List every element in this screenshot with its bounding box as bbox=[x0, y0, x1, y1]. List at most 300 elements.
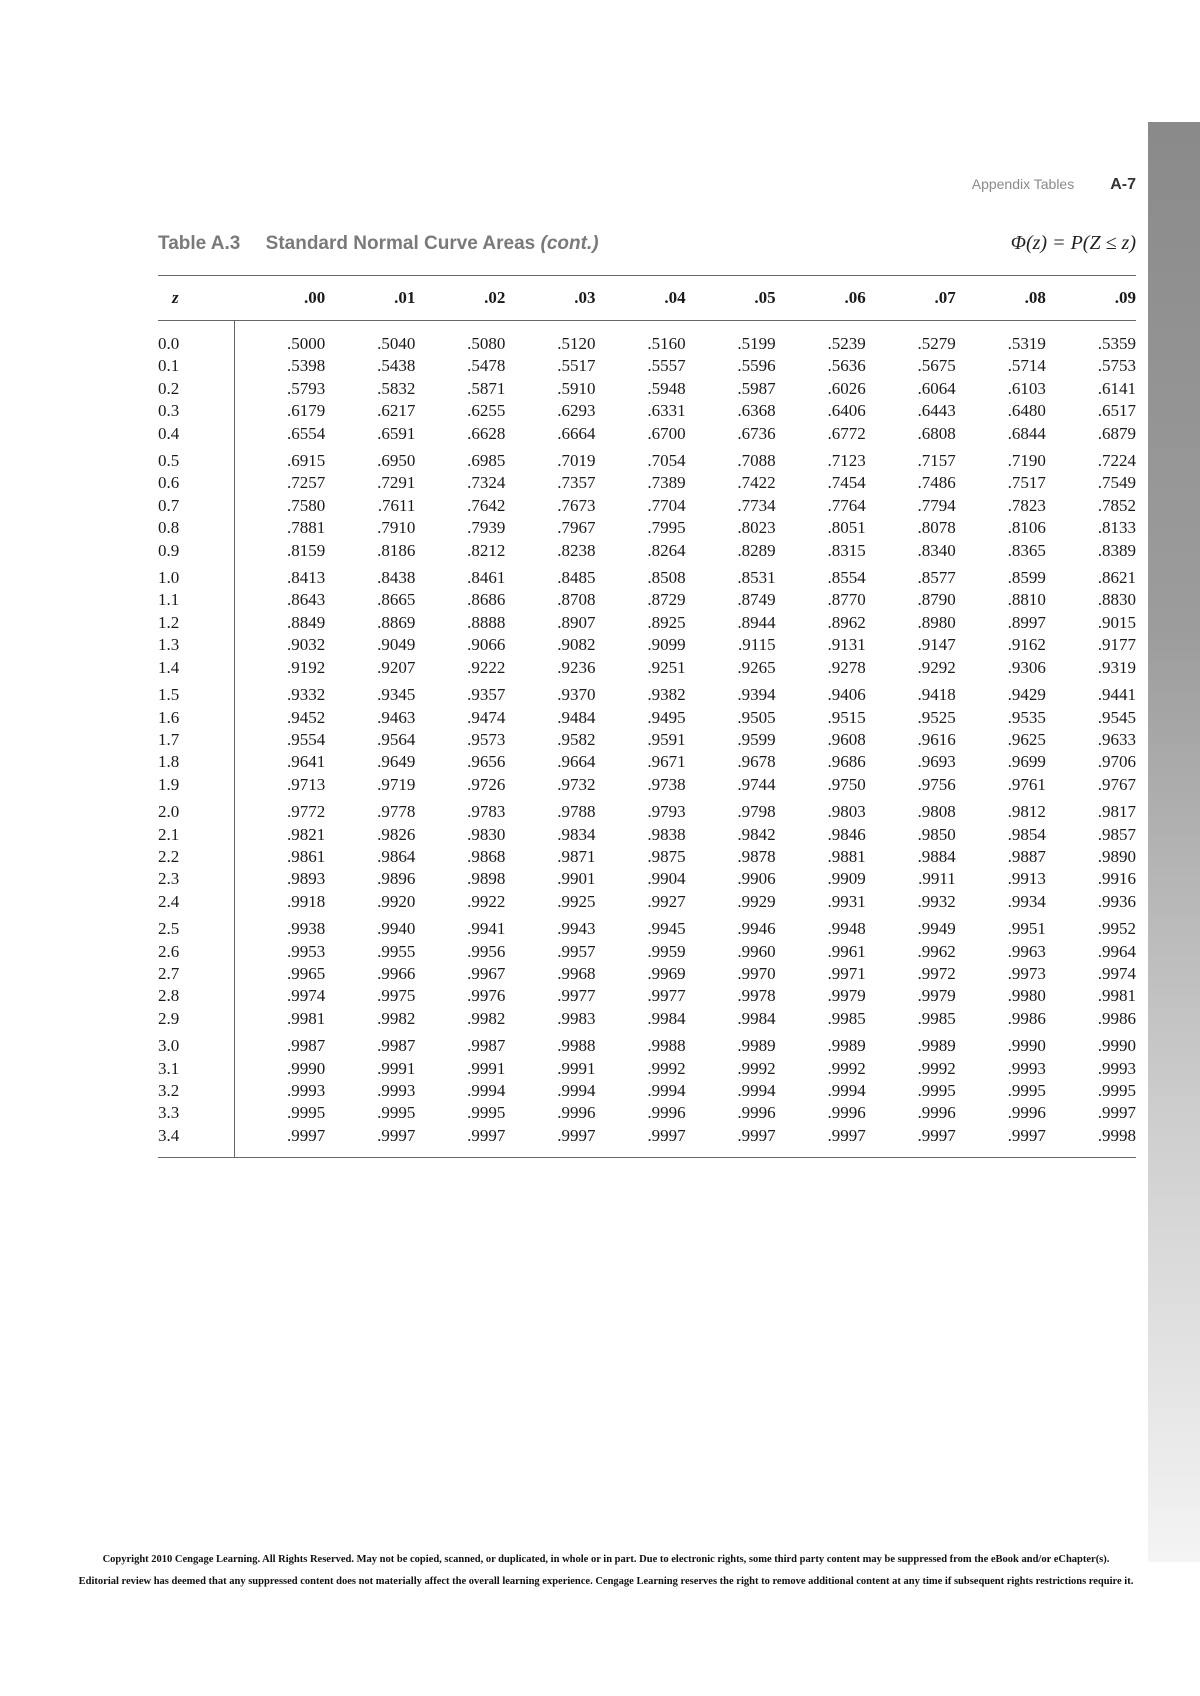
area-cell: .9131 bbox=[827, 635, 866, 655]
table-row bbox=[158, 941, 1136, 963]
area-cell: .7734 bbox=[737, 495, 776, 515]
area-cell: .9997 bbox=[595, 1125, 685, 1158]
area-cell: .8686 bbox=[467, 590, 506, 610]
header-row bbox=[158, 276, 1136, 321]
area-cell: .9948 bbox=[827, 919, 866, 939]
table-row bbox=[158, 913, 1136, 940]
area-cell: .9452 bbox=[287, 707, 326, 727]
area-cell: .7939 bbox=[467, 518, 506, 538]
area-cell: .5478 bbox=[467, 356, 506, 376]
normal-curve-area-table bbox=[158, 275, 1136, 1158]
area-cell: .7852 bbox=[1097, 495, 1136, 515]
area-cell: .9788 bbox=[557, 802, 596, 822]
area-cell: .9968 bbox=[557, 963, 596, 983]
area-cell: .9656 bbox=[467, 752, 506, 772]
area-cell: .5239 bbox=[827, 334, 866, 353]
area-cell: .9989 bbox=[917, 1036, 956, 1056]
area-cell: .7881 bbox=[287, 518, 326, 538]
area-cell: .9997 bbox=[325, 1125, 415, 1158]
z-value-cell: 1.2 bbox=[158, 612, 234, 634]
area-cell: .9608 bbox=[827, 729, 866, 749]
area-cell: .6331 bbox=[647, 401, 686, 421]
area-cell: .9996 bbox=[1007, 1103, 1046, 1123]
area-cell: .9994 bbox=[647, 1081, 686, 1100]
area-cell: .6103 bbox=[1007, 378, 1046, 398]
z-value-cell: 0.2 bbox=[158, 378, 234, 400]
area-cell: .9979 bbox=[827, 986, 866, 1006]
area-cell: .9394 bbox=[737, 685, 776, 705]
area-cell: .9987 bbox=[377, 1036, 416, 1056]
area-cell: .7088 bbox=[737, 451, 776, 471]
table-caption bbox=[158, 232, 1136, 255]
z-value-cell: 0.3 bbox=[158, 400, 234, 422]
area-cell: .9965 bbox=[287, 963, 326, 983]
area-cell: .9826 bbox=[377, 824, 416, 844]
column-header: .08 bbox=[956, 276, 1046, 321]
area-cell: .8962 bbox=[827, 612, 866, 632]
area-cell: .9994 bbox=[467, 1081, 506, 1100]
z-value-cell: 2.3 bbox=[158, 868, 234, 890]
area-cell: .8389 bbox=[1097, 540, 1136, 560]
area-cell: .9966 bbox=[377, 963, 416, 983]
area-cell: .9082 bbox=[557, 635, 596, 655]
area-cell: .9713 bbox=[287, 774, 326, 794]
area-cell: .6879 bbox=[1097, 423, 1136, 443]
area-cell: .9957 bbox=[557, 941, 596, 961]
area-cell: .9678 bbox=[737, 752, 776, 772]
area-cell: .5948 bbox=[647, 378, 686, 398]
z-value-cell: 1.8 bbox=[158, 751, 234, 773]
area-cell: .9370 bbox=[557, 685, 596, 705]
table-row bbox=[158, 1058, 1136, 1080]
area-cell: .7054 bbox=[647, 451, 686, 471]
area-cell: .9927 bbox=[647, 891, 686, 911]
area-cell: .6293 bbox=[557, 401, 596, 421]
area-cell: .9960 bbox=[737, 941, 776, 961]
area-cell: .5675 bbox=[917, 356, 956, 376]
area-cell: .7357 bbox=[557, 473, 596, 493]
z-value-cell: 0.8 bbox=[158, 517, 234, 539]
area-cell: .6844 bbox=[1007, 423, 1046, 443]
area-cell: .6064 bbox=[917, 378, 956, 398]
table-row bbox=[158, 378, 1136, 400]
area-cell: .5517 bbox=[557, 356, 596, 376]
copyright-line-2: Editorial review has deemed that any suppressed content does not materially affect the overall learning experience. Cengage Learning reserves the right to remove additional content at any time if subsequent rights restrictions require it. bbox=[78, 1576, 1134, 1587]
area-cell: .7389 bbox=[647, 473, 686, 493]
z-value-cell: 1.3 bbox=[158, 634, 234, 656]
area-cell: .6985 bbox=[467, 451, 506, 471]
area-cell: .9978 bbox=[737, 986, 776, 1006]
area-cell: .9994 bbox=[557, 1081, 596, 1100]
area-cell: .7257 bbox=[287, 473, 326, 493]
area-cell: .8531 bbox=[737, 568, 776, 588]
area-cell: .9887 bbox=[1007, 846, 1046, 866]
area-cell: .9896 bbox=[377, 869, 416, 889]
table-row bbox=[158, 707, 1136, 729]
area-cell: .8023 bbox=[737, 518, 776, 538]
area-cell: .9817 bbox=[1097, 802, 1136, 822]
area-cell: .9767 bbox=[1097, 774, 1136, 794]
area-cell: .9875 bbox=[647, 846, 686, 866]
area-cell: .9996 bbox=[827, 1103, 866, 1123]
area-cell: .6700 bbox=[647, 423, 686, 443]
z-value-cell: 1.7 bbox=[158, 729, 234, 751]
z-value-cell: 2.9 bbox=[158, 1008, 234, 1030]
area-cell: .9838 bbox=[647, 824, 686, 844]
area-cell: .8289 bbox=[737, 540, 776, 560]
area-cell: .9719 bbox=[377, 774, 416, 794]
area-cell: .9983 bbox=[557, 1008, 596, 1028]
area-cell: .9913 bbox=[1007, 869, 1046, 889]
area-cell: .8554 bbox=[827, 568, 866, 588]
page-number: A-7 bbox=[1110, 176, 1136, 193]
formula: Φ(z) = P(Z ≤ z) bbox=[1010, 232, 1136, 254]
area-cell: .9996 bbox=[917, 1103, 956, 1123]
area-cell: .9793 bbox=[647, 802, 686, 822]
area-cell: .9991 bbox=[557, 1058, 596, 1078]
table-row bbox=[158, 400, 1136, 422]
area-cell: .9699 bbox=[1007, 752, 1046, 772]
area-cell: .9382 bbox=[647, 685, 686, 705]
area-cell: .6772 bbox=[827, 423, 866, 443]
column-header: .04 bbox=[595, 276, 685, 321]
area-cell: .5160 bbox=[647, 334, 686, 353]
area-cell: .9878 bbox=[737, 846, 776, 866]
area-cell: .9664 bbox=[557, 752, 596, 772]
area-cell: .6368 bbox=[737, 401, 776, 421]
area-cell: .8770 bbox=[827, 590, 866, 610]
area-cell: .5398 bbox=[287, 356, 326, 376]
area-cell: .9893 bbox=[287, 869, 326, 889]
area-cell: .7611 bbox=[377, 495, 416, 515]
z-value-cell: 2.6 bbox=[158, 941, 234, 963]
area-cell: .8997 bbox=[1007, 612, 1046, 632]
area-cell: .8340 bbox=[917, 540, 956, 560]
area-cell: .8810 bbox=[1007, 590, 1046, 610]
area-cell: .6406 bbox=[827, 401, 866, 421]
area-cell: .9990 bbox=[287, 1058, 326, 1078]
area-cell: .9931 bbox=[827, 891, 866, 911]
area-cell: .9319 bbox=[1097, 657, 1136, 677]
area-cell: .9984 bbox=[737, 1008, 776, 1028]
area-cell: .9971 bbox=[827, 963, 866, 983]
area-cell: .8577 bbox=[917, 568, 956, 588]
area-cell: .9940 bbox=[377, 919, 416, 939]
table-body bbox=[158, 321, 1136, 1158]
area-cell: .8461 bbox=[467, 568, 506, 588]
z-value-cell: 2.7 bbox=[158, 963, 234, 985]
column-header-z: z bbox=[158, 276, 234, 321]
area-cell: .5000 bbox=[287, 334, 326, 353]
area-cell: .9904 bbox=[647, 869, 686, 889]
area-cell: .5793 bbox=[287, 378, 326, 398]
table-row bbox=[158, 562, 1136, 589]
area-cell: .9992 bbox=[647, 1058, 686, 1078]
table-row bbox=[158, 891, 1136, 913]
area-cell: .9192 bbox=[287, 657, 326, 677]
area-cell: .9961 bbox=[827, 941, 866, 961]
area-cell: .9995 bbox=[287, 1103, 326, 1123]
area-cell: .8869 bbox=[377, 612, 416, 632]
table-row bbox=[158, 824, 1136, 846]
area-cell: .9278 bbox=[827, 657, 866, 677]
area-cell: .9997 bbox=[505, 1125, 595, 1158]
area-cell: .7967 bbox=[557, 518, 596, 538]
z-value-cell: 0.0 bbox=[158, 321, 234, 356]
area-cell: .9812 bbox=[1007, 802, 1046, 822]
z-value-cell: 3.1 bbox=[158, 1058, 234, 1080]
area-cell: .9995 bbox=[1097, 1081, 1136, 1100]
area-cell: .9959 bbox=[647, 941, 686, 961]
area-cell: .9979 bbox=[917, 986, 956, 1006]
column-header: .02 bbox=[415, 276, 505, 321]
area-cell: .9941 bbox=[467, 919, 506, 939]
table-continued: (cont.) bbox=[540, 233, 599, 254]
z-value-cell: 3.2 bbox=[158, 1080, 234, 1102]
area-cell: .6217 bbox=[377, 401, 416, 421]
area-cell: .9693 bbox=[917, 752, 956, 772]
z-value-cell: 2.4 bbox=[158, 891, 234, 913]
z-value-cell: 0.6 bbox=[158, 472, 234, 494]
area-cell: .9993 bbox=[377, 1081, 416, 1100]
area-cell: .6026 bbox=[827, 378, 866, 398]
table-row bbox=[158, 963, 1136, 985]
area-cell: .7019 bbox=[557, 451, 596, 471]
area-cell: .9984 bbox=[647, 1008, 686, 1028]
area-cell: .9967 bbox=[467, 963, 506, 983]
area-cell: .9964 bbox=[1097, 941, 1136, 961]
z-value-cell: 3.4 bbox=[158, 1125, 234, 1158]
area-cell: .9306 bbox=[1007, 657, 1046, 677]
area-cell: .9929 bbox=[737, 891, 776, 911]
area-cell: .5636 bbox=[827, 356, 866, 376]
area-cell: .8238 bbox=[557, 540, 596, 560]
area-cell: .9463 bbox=[377, 707, 416, 727]
column-header: .03 bbox=[505, 276, 595, 321]
area-cell: .5910 bbox=[557, 378, 596, 398]
area-cell: .5753 bbox=[1097, 356, 1136, 376]
area-cell: .5557 bbox=[647, 356, 686, 376]
area-cell: .8830 bbox=[1097, 590, 1136, 610]
area-cell: .6664 bbox=[557, 423, 596, 443]
area-cell: .9808 bbox=[917, 802, 956, 822]
normal-table bbox=[158, 275, 1136, 1158]
area-cell: .9251 bbox=[647, 657, 686, 677]
area-cell: .9990 bbox=[1007, 1036, 1046, 1056]
area-cell: .7454 bbox=[827, 473, 866, 493]
z-value-cell: 1.6 bbox=[158, 707, 234, 729]
area-cell: .9854 bbox=[1007, 824, 1046, 844]
area-cell: .8665 bbox=[377, 590, 416, 610]
column-header: .00 bbox=[234, 276, 325, 321]
area-cell: .9884 bbox=[917, 846, 956, 866]
area-cell: .8133 bbox=[1097, 518, 1136, 538]
area-cell: .6628 bbox=[467, 423, 506, 443]
area-cell: .7291 bbox=[377, 473, 416, 493]
area-cell: .9798 bbox=[737, 802, 776, 822]
area-cell: .9706 bbox=[1097, 752, 1136, 772]
area-cell: .7190 bbox=[1007, 451, 1046, 471]
area-cell: .6950 bbox=[377, 451, 416, 471]
area-cell: .9946 bbox=[737, 919, 776, 939]
area-cell: .5871 bbox=[467, 378, 506, 398]
area-cell: .9599 bbox=[737, 729, 776, 749]
page-edge-tab bbox=[1148, 122, 1200, 1562]
area-cell: .8944 bbox=[737, 612, 776, 632]
z-value-cell: 0.1 bbox=[158, 355, 234, 377]
area-cell: .9925 bbox=[557, 891, 596, 911]
area-cell: .9625 bbox=[1007, 729, 1046, 749]
running-head-section: Appendix Tables bbox=[971, 176, 1075, 192]
area-cell: .9973 bbox=[1007, 963, 1046, 983]
area-cell: .8485 bbox=[557, 568, 596, 588]
area-cell: .9996 bbox=[647, 1103, 686, 1123]
column-header: .05 bbox=[686, 276, 776, 321]
area-cell: .9977 bbox=[647, 986, 686, 1006]
area-cell: .8925 bbox=[647, 612, 686, 632]
area-cell: .9429 bbox=[1007, 685, 1046, 705]
area-cell: .9943 bbox=[557, 919, 596, 939]
area-cell: .9641 bbox=[287, 752, 326, 772]
area-cell: .8888 bbox=[467, 612, 506, 632]
table-row bbox=[158, 846, 1136, 868]
area-cell: .9992 bbox=[827, 1058, 866, 1078]
area-cell: .9147 bbox=[917, 635, 956, 655]
z-value-cell: 0.4 bbox=[158, 423, 234, 445]
z-value-cell: 1.5 bbox=[158, 679, 234, 706]
area-cell: .5987 bbox=[737, 378, 776, 398]
area-cell: .5714 bbox=[1007, 356, 1046, 376]
area-cell: .9898 bbox=[467, 869, 506, 889]
area-cell: .5319 bbox=[1007, 334, 1046, 353]
z-value-cell: 3.0 bbox=[158, 1030, 234, 1057]
area-cell: .9953 bbox=[287, 941, 326, 961]
area-cell: .9015 bbox=[1097, 612, 1136, 632]
area-cell: .9207 bbox=[377, 657, 416, 677]
area-cell: .9991 bbox=[467, 1058, 506, 1078]
area-cell: .9564 bbox=[377, 729, 416, 749]
area-cell: .8413 bbox=[287, 568, 326, 588]
area-cell: .9998 bbox=[1046, 1125, 1136, 1158]
area-cell: .9997 bbox=[415, 1125, 505, 1158]
area-cell: .9830 bbox=[467, 824, 506, 844]
area-cell: .9495 bbox=[647, 707, 686, 727]
area-cell: .9864 bbox=[377, 846, 416, 866]
caption-text bbox=[158, 233, 599, 255]
area-cell: .8365 bbox=[1007, 540, 1046, 560]
table-row bbox=[158, 1080, 1136, 1102]
area-cell: .9911 bbox=[918, 869, 956, 889]
area-cell: .9951 bbox=[1007, 919, 1046, 939]
area-cell: .9633 bbox=[1097, 729, 1136, 749]
area-cell: .9992 bbox=[917, 1058, 956, 1078]
area-cell: .9222 bbox=[467, 657, 506, 677]
area-cell: .9982 bbox=[377, 1008, 416, 1028]
area-cell: .9032 bbox=[287, 635, 326, 655]
table-row bbox=[158, 540, 1136, 562]
area-cell: .9761 bbox=[1007, 774, 1046, 794]
area-cell: .9554 bbox=[287, 729, 326, 749]
area-cell: .9292 bbox=[917, 657, 956, 677]
table-row bbox=[158, 321, 1136, 356]
area-cell: .8621 bbox=[1097, 568, 1136, 588]
area-cell: .7157 bbox=[917, 451, 956, 471]
area-cell: .9783 bbox=[467, 802, 506, 822]
area-cell: .6141 bbox=[1097, 378, 1136, 398]
area-cell: .9545 bbox=[1097, 707, 1136, 727]
area-cell: .7580 bbox=[287, 495, 326, 515]
table-row bbox=[158, 796, 1136, 823]
area-cell: .9236 bbox=[557, 657, 596, 677]
area-cell: .9987 bbox=[287, 1036, 326, 1056]
area-cell: .9989 bbox=[827, 1036, 866, 1056]
area-cell: .9732 bbox=[557, 774, 596, 794]
area-cell: .9162 bbox=[1007, 635, 1046, 655]
area-cell: .8438 bbox=[377, 568, 416, 588]
area-cell: .9981 bbox=[1097, 986, 1136, 1006]
area-cell: .5279 bbox=[917, 334, 956, 353]
area-cell: .5120 bbox=[557, 334, 596, 353]
area-cell: .5438 bbox=[377, 356, 416, 376]
area-cell: .9515 bbox=[827, 707, 866, 727]
area-cell: .9938 bbox=[287, 919, 326, 939]
area-cell: .9177 bbox=[1097, 635, 1136, 655]
area-cell: .8315 bbox=[827, 540, 866, 560]
area-cell: .9726 bbox=[467, 774, 506, 794]
table-row bbox=[158, 657, 1136, 679]
area-cell: .9418 bbox=[917, 685, 956, 705]
area-cell: .9441 bbox=[1097, 685, 1136, 705]
area-cell: .9066 bbox=[467, 635, 506, 655]
z-value-cell: 1.4 bbox=[158, 657, 234, 679]
area-cell: .9049 bbox=[377, 635, 416, 655]
area-cell: .9991 bbox=[377, 1058, 416, 1078]
area-cell: .6808 bbox=[917, 423, 956, 443]
copyright-footer bbox=[30, 1549, 1182, 1593]
area-cell: .9988 bbox=[647, 1036, 686, 1056]
area-cell: .9993 bbox=[287, 1081, 326, 1100]
area-cell: .8599 bbox=[1007, 568, 1046, 588]
area-cell: .9945 bbox=[647, 919, 686, 939]
area-cell: .9573 bbox=[467, 729, 506, 749]
area-cell: .9357 bbox=[467, 685, 506, 705]
column-header: .01 bbox=[325, 276, 415, 321]
area-cell: .9995 bbox=[1007, 1081, 1046, 1100]
area-cell: .9616 bbox=[917, 729, 956, 749]
area-cell: .8159 bbox=[287, 540, 326, 560]
area-cell: .8264 bbox=[647, 540, 686, 560]
area-cell: .7642 bbox=[467, 495, 506, 515]
area-cell: .5040 bbox=[377, 334, 416, 353]
area-cell: .6179 bbox=[287, 401, 326, 421]
area-cell: .9985 bbox=[917, 1008, 956, 1028]
area-cell: .9868 bbox=[467, 846, 506, 866]
z-value-cell: 1.1 bbox=[158, 589, 234, 611]
area-cell: .9535 bbox=[1007, 707, 1046, 727]
area-cell: .9996 bbox=[557, 1103, 596, 1123]
area-cell: .8729 bbox=[647, 590, 686, 610]
area-cell: .6736 bbox=[737, 423, 776, 443]
area-cell: .9861 bbox=[287, 846, 326, 866]
area-cell: .6554 bbox=[287, 423, 326, 443]
area-cell: .9997 bbox=[866, 1125, 956, 1158]
area-cell: .9505 bbox=[737, 707, 776, 727]
table-row bbox=[158, 679, 1136, 706]
area-cell: .8643 bbox=[287, 590, 326, 610]
area-cell: .9992 bbox=[737, 1058, 776, 1078]
area-cell: .7224 bbox=[1097, 451, 1136, 471]
area-cell: .8212 bbox=[467, 540, 506, 560]
